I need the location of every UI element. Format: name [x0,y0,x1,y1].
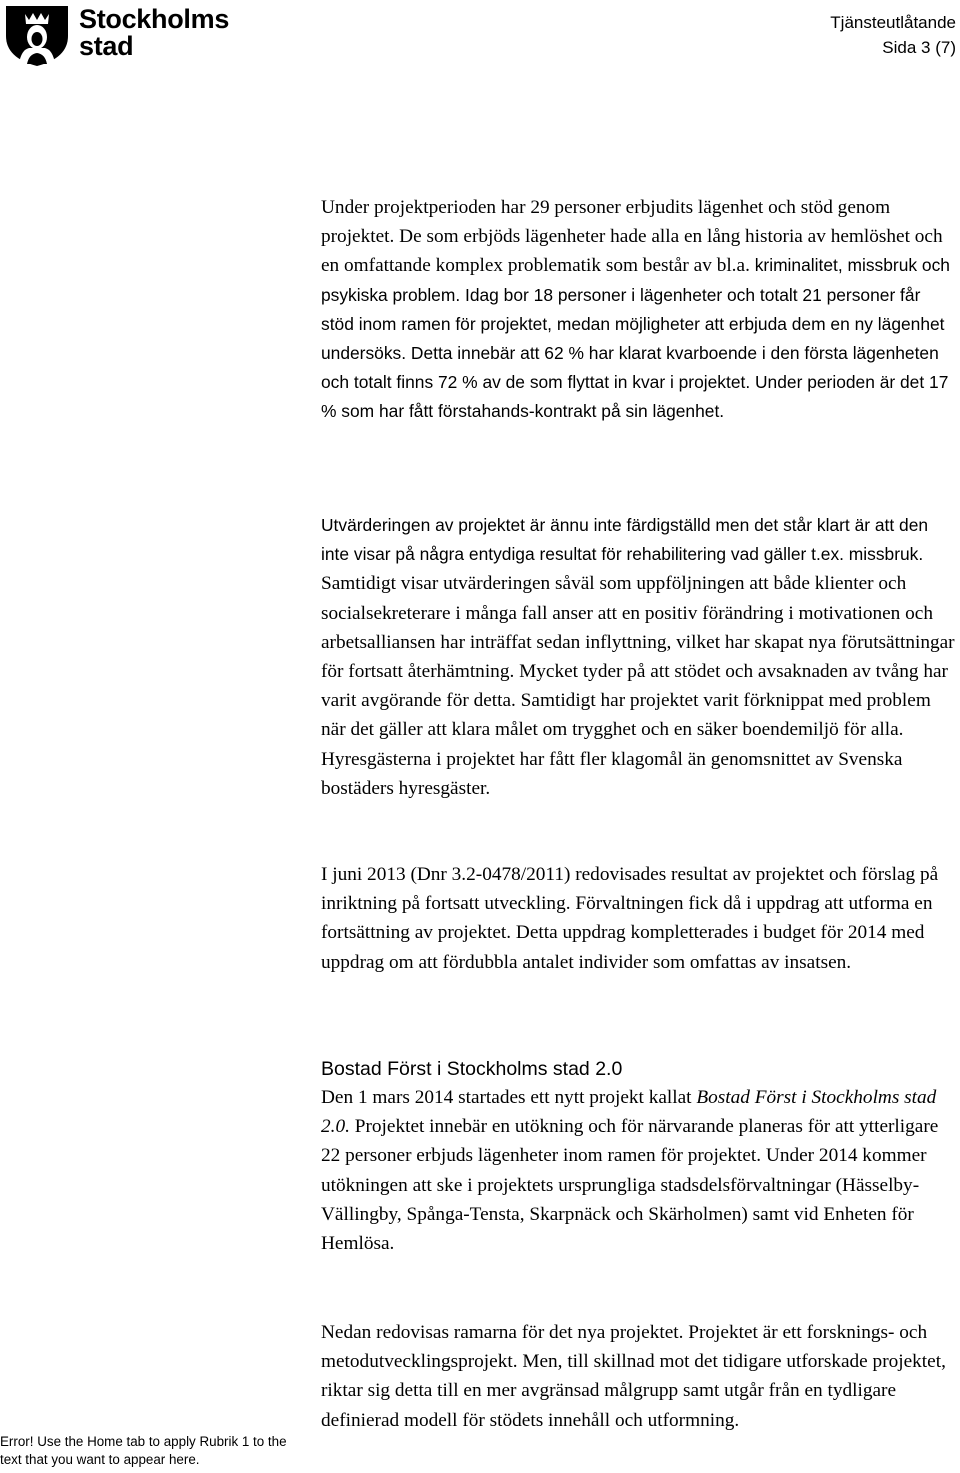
paragraph-evaluation [321,511,957,803]
paragraph-frameworks: Nedan redovisas ramarna för det nya projektet. Projektet är ett forsknings- och metodutvecklingsprojekt. Men, till skillnad mot det tidigare utforskade projektet, riktar sig detta till en mer avgränsad målgrupp samt utgår från en tydligare definierad modell för stödets innehåll och utformning. [321,1322,946,1431]
paragraph-1-sans: kriminalitet, missbruk och psykiska problem. Idag bor 18 personer i lägenheter och totalt 21 personer får stöd inom ramen för projektet, medan möjligheter att erbjuda dem en ny lägenhet undersöks. Detta innebär att 62 % har klarat kvarboende i den första lägenheten och totalt finns 72 % av de som flyttat in kvar i projektet. Under perioden är det 17 % som har fått förstahands-kontrakt på sin lägenhet. [321,255,950,422]
logo-wordmark [79,6,229,60]
stockholms-stad-logo [3,2,253,66]
paragraph-4-end: Projektet innebär en utökning och för närvarande planeras för att ytterligare 22 personer erbjuds lägenheter inom ramen för projektet. Under 2014 kommer utökningen att ske i projektets ursprungliga stadsdelsförvaltningar (Hässelby-Vällingby, Spånga-Tensta, Skarpnäck och Skärholmen) samt vid Enheten för Hemlösa. [321,1116,939,1255]
document-header [830,10,956,60]
document-type: Tjänsteutlåtande [830,13,956,32]
section-heading: Bostad Först i Stockholms stad 2.0 [321,1058,623,1080]
paragraph-4-start: Den 1 mars 2014 startades ett nytt projekt kallat [321,1087,692,1108]
page-number: Sida 3 (7) [882,38,956,57]
paragraph-project-results [321,193,957,427]
paragraph-1-serif: Under projektperioden har 29 personer erbjudits lägenhet och stöd genom projektet. De som erbjöds lägenheter hade alla en lång historia av hemlöshet och en omfattande komplex problematik som består av bl.a. [321,197,943,277]
footer-error-note: Error! Use the Home tab to apply Rubrik 1 to the text that you want to appear here. [0,1434,287,1467]
paragraph-june-2013: I juni 2013 (Dnr 3.2-0478/2011) redovisades resultat av projektet och förslag på inriktning på fortsatt utveckling. Förvaltningen fick då i uppdrag att utforma en fortsättning av projektet. Detta uppdrag kompletterades i budget för 2014 med uppdrag om att fördubbla antalet individer som omfattas av insatsen. [321,864,939,973]
project-name-italic: Bostad Först i Stockholms stad 2.0. [321,1087,937,1138]
logo-line-1: Stockholms [79,4,230,34]
paragraph-new-project [321,1083,957,1258]
paragraph-2-sans: Utvärderingen av projektet är ännu inte färdigställd men det står klart är att den inte visar på några entydiga resultat för rehabilitering vad gäller t.ex. missbruk. [321,515,929,565]
city-crest-icon [3,2,71,68]
paragraph-2-serif: Samtidigt visar utvärderingen såväl som uppföljningen att både klienter och socialsekreterare i många fall anser att en positiv förändring i motivationen och arbetsalliansen har inträffat sedan inflyttning, vilket har skapat nya förutsättningar för fortsatt återhämtning. Mycket tyder på att stödet och avsaknaden av tvång har varit avgörande för detta. Samtidigt har projektet varit förknippat med problem när det gäller att klara målet om trygghet och en säker boendemiljö för alla. Hyresgästerna i projektet har fått fler klagomål än genomsnittet av Svenska bostäders hyresgäster. [321,573,955,799]
logo-line-2: stad [79,31,134,61]
